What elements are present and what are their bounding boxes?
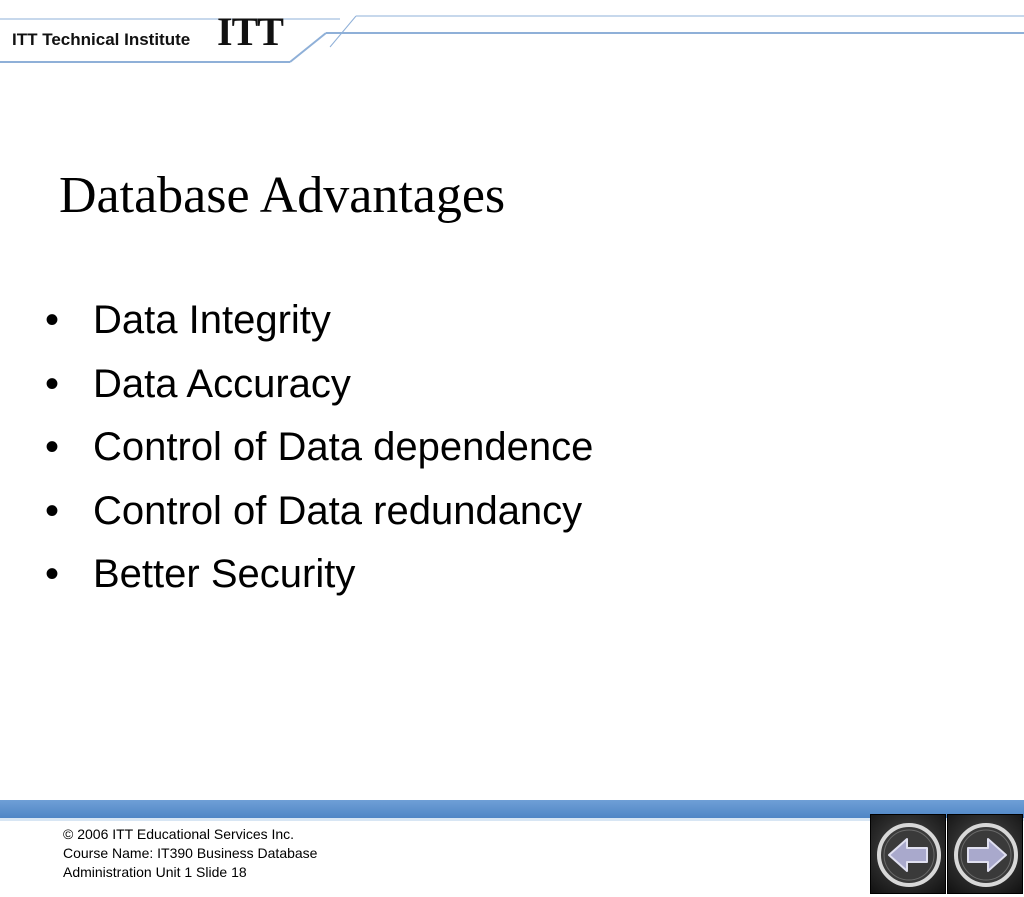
bullet-text: Data Accuracy <box>93 361 351 406</box>
bullet-text: Data Integrity <box>93 298 331 342</box>
next-slide-button[interactable] <box>947 814 1023 894</box>
bullet-glyph: • <box>45 361 60 406</box>
footer-copyright: © 2006 ITT Educational Services Inc. <box>63 826 295 842</box>
bullet-glyph: • <box>45 552 60 596</box>
bullet-text: Control of Data dependence <box>93 425 594 469</box>
footer-info <box>63 825 317 882</box>
bullet-glyph: • <box>45 298 60 342</box>
brand-name: ITT Technical Institute <box>12 30 191 49</box>
previous-slide-button[interactable] <box>870 814 946 894</box>
bullet-text: Control of Data redundancy <box>93 488 583 533</box>
arrow-right-icon <box>948 815 1024 895</box>
arrow-left-icon <box>871 815 947 895</box>
bullet-text: Better Security <box>93 552 356 596</box>
bullet-glyph: • <box>45 488 60 533</box>
slide-title: Database Advantages <box>59 167 506 224</box>
bullet-glyph: • <box>45 425 60 469</box>
footer-unit: Administration Unit 1 Slide 18 <box>63 864 247 880</box>
footer-course: Course Name: IT390 Business Database <box>63 845 318 861</box>
itt-logo: ITT <box>217 9 283 54</box>
